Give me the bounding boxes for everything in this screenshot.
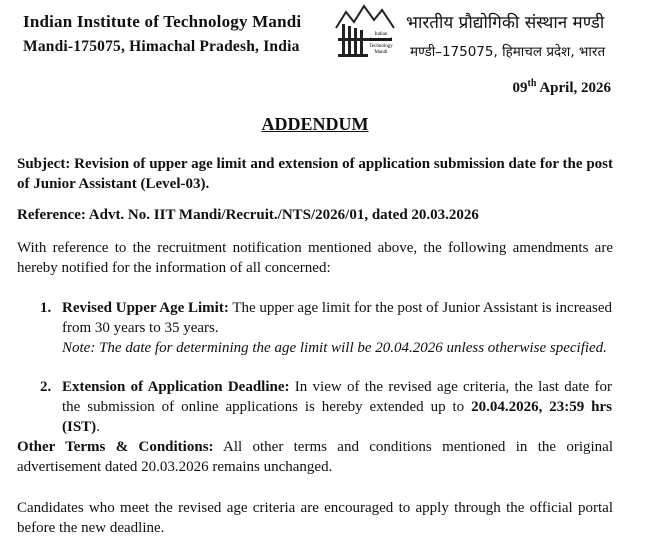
item-note: Note: The date for determining the age limit will be 20.04.2026 unless otherwise specified.	[62, 340, 607, 356]
closing-paragraph: Candidates who meet the revised age criteria are encouraged to apply through the official portal before the new deadline.	[17, 500, 613, 536]
item-heading: Revised Upper Age Limit:	[62, 300, 229, 316]
iit-mandi-logo	[334, 2, 396, 60]
logo-text-3: Technology	[369, 44, 393, 49]
item-deadline: 20.04.2026, 23:59 hrs (IST)	[62, 399, 612, 435]
item-text: The upper age limit for the post of Junior Assistant is increased from 30 years to 35 years.	[62, 300, 613, 336]
logo-text-2: Institute of	[370, 38, 392, 43]
document-date: 09th April, 2026	[512, 78, 611, 96]
item-text: In view of the revised age criteria, the last date for the submission of online applications is hereby extended up to	[62, 379, 612, 415]
logo-text-1: Indian	[374, 32, 388, 37]
item-heading: Extension of Application Deadline:	[62, 379, 290, 395]
item-end: .	[96, 419, 100, 435]
subject-line: Subject: Revision of upper age limit and extension of application submission date for the post of Junior Assistant (Level-03).	[17, 156, 613, 192]
institute-name-hindi: भारतीय प्रौद्योगिकी संस्थान मण्डी	[406, 13, 605, 33]
document-title: ADDENDUM	[261, 114, 369, 134]
institute-address-hindi: मण्डी–175075, हिमाचल प्रदेश, भारत	[410, 44, 606, 60]
intro-paragraph: With reference to the recruitment notification mentioned above, the following amendments are hereby notified for the information of all concerned:	[17, 240, 613, 276]
amendment-item-1	[40, 298, 612, 358]
other-terms-text: All other terms and conditions mentioned in the original advertisement dated 20.03.2026 remains unchanged.	[17, 439, 613, 475]
reference-line: Reference: Advt. No. IIT Mandi/Recruit./NTS/2026/01, dated 20.03.2026	[17, 207, 479, 223]
item-number: 1.	[40, 300, 52, 316]
amendment-item-2	[40, 377, 612, 437]
institute-name-english: Indian Institute of Technology Mandi	[23, 12, 302, 31]
institute-address-english: Mandi-175075, Himachal Pradesh, India	[23, 38, 300, 55]
other-terms-heading: Other Terms & Conditions:	[17, 439, 214, 455]
logo-text-4: Mandi	[374, 50, 388, 55]
other-terms-paragraph	[17, 437, 613, 477]
item-number: 2.	[40, 379, 52, 395]
